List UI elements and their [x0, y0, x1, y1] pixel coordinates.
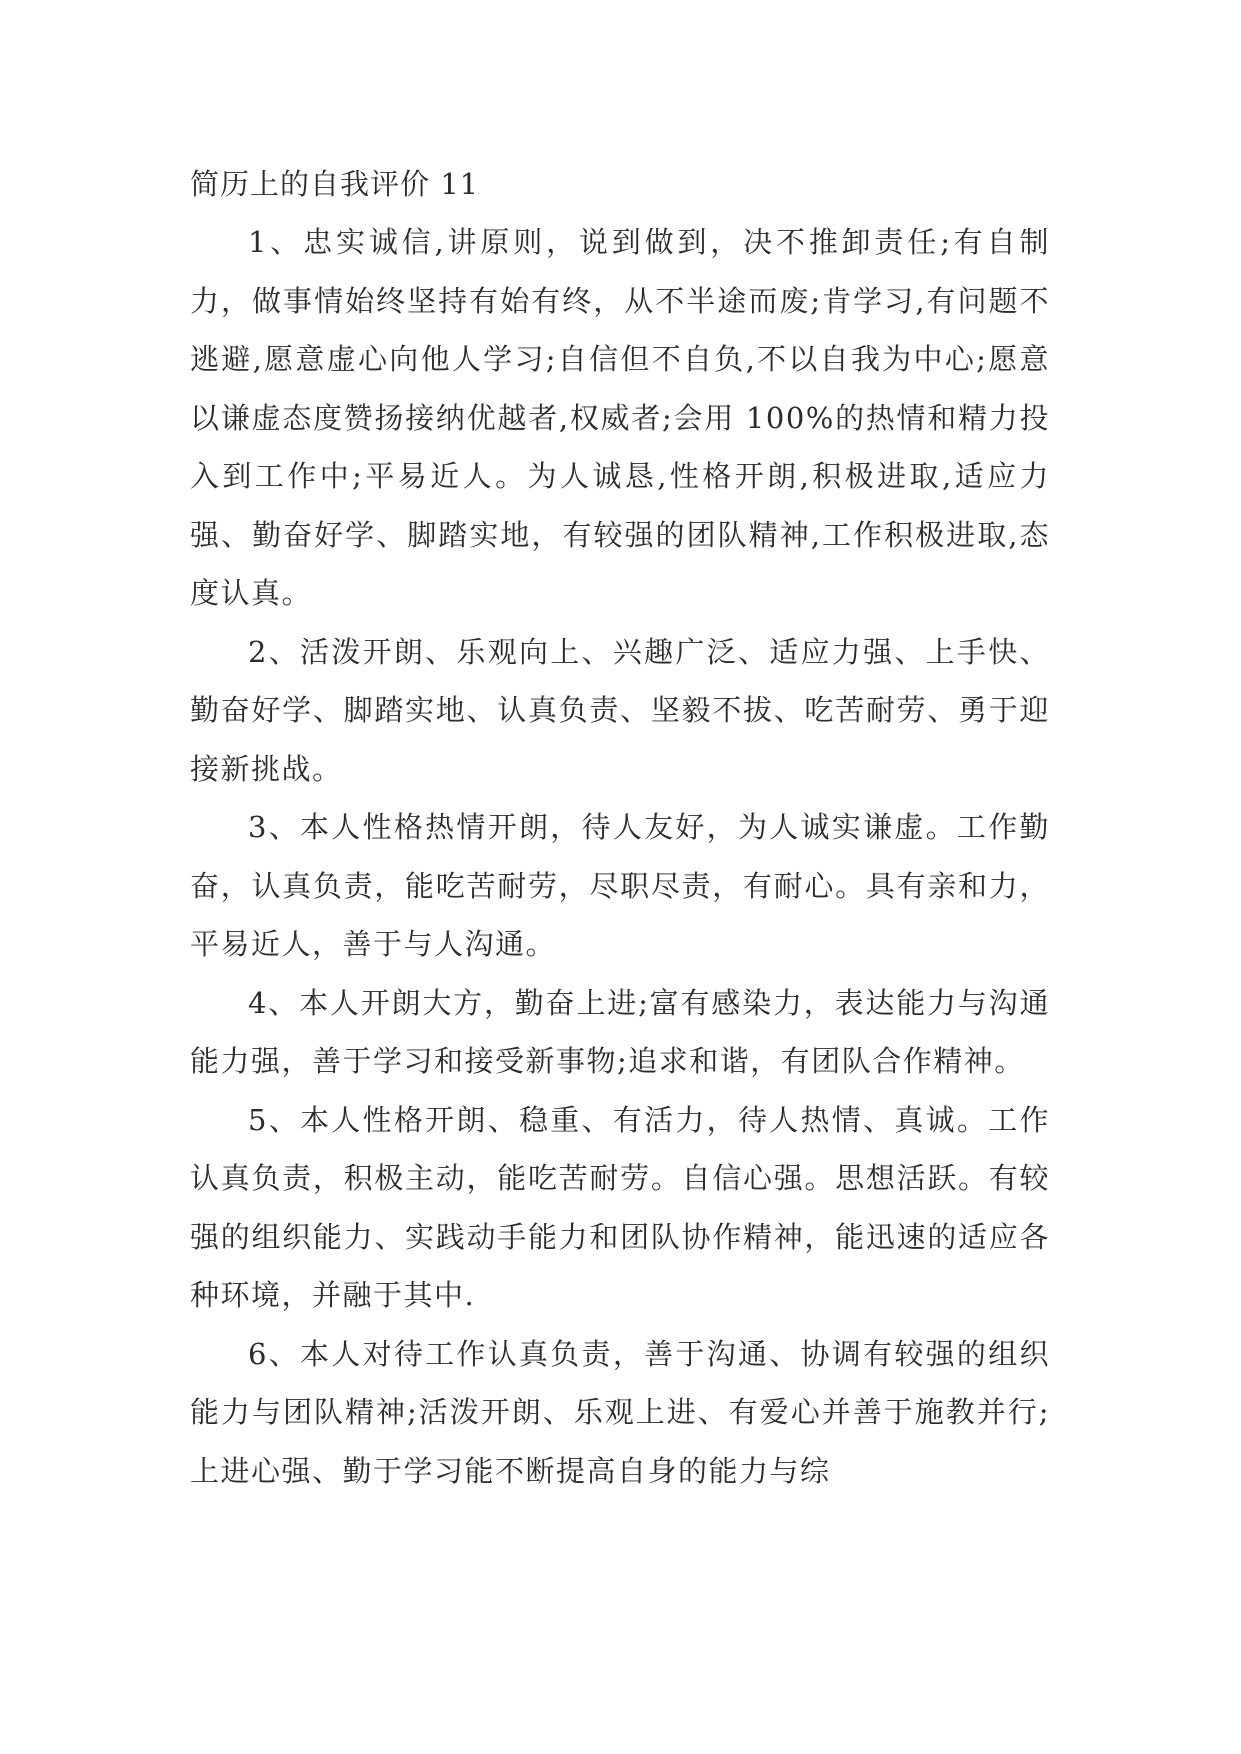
paragraph-2: 2、活泼开朗、乐观向上、兴趣广泛、适应力强、上手快、勤奋好学、脚踏实地、认真负责、坚毅不拔、吃苦耐劳、勇于迎接新挑战。 [190, 634, 1050, 786]
document-body [190, 155, 1050, 1500]
paragraph-4: 4、本人开朗大方，勤奋上进;富有感染力，表达能力与沟通能力强，善于学习和接受新事物;追求和谐，有团队合作精神。 [190, 985, 1050, 1078]
paragraph-6: 6、本人对待工作认真负责，善于沟通、协调有较强的组织能力与团队精神;活泼开朗、乐观上进、有爱心并善于施教并行;上进心强、勤于学习能不断提高自身的能力与综 [190, 1336, 1050, 1488]
paragraph-5: 5、本人性格开朗、稳重、有活力，待人热情、真诚。工作认真负责，积极主动，能吃苦耐劳。自信心强。思想活跃。有较强的组织能力、实践动手能力和团队协作精神，能迅速的适应各种环境，并融于其中. [190, 1102, 1050, 1312]
paragraph-3: 3、本人性格热情开朗，待人友好，为人诚实谦虚。工作勤奋，认真负责，能吃苦耐劳，尽职尽责，有耐心。具有亲和力，平易近人，善于与人沟通。 [190, 810, 1050, 961]
paragraph-1: 1、忠实诚信,讲原则，说到做到，决不推卸责任;有自制力，做事情始终坚持有始有终，从不半途而废;肯学习,有问题不逃避,愿意虚心向他人学习;自信但不自负,不以自我为中心;愿意以谦虚态度赞扬接纳优越者,权威者;会用 100%的热情和精力投入到工作中;平易近人。为人诚恳,性格开朗,积极进取,适应力强、勤奋好学、脚踏实地，有较强的团队精神,工作积极进取,态度认真。 [190, 225, 1050, 610]
document-title: 简历上的自我评价 11 [190, 167, 480, 201]
